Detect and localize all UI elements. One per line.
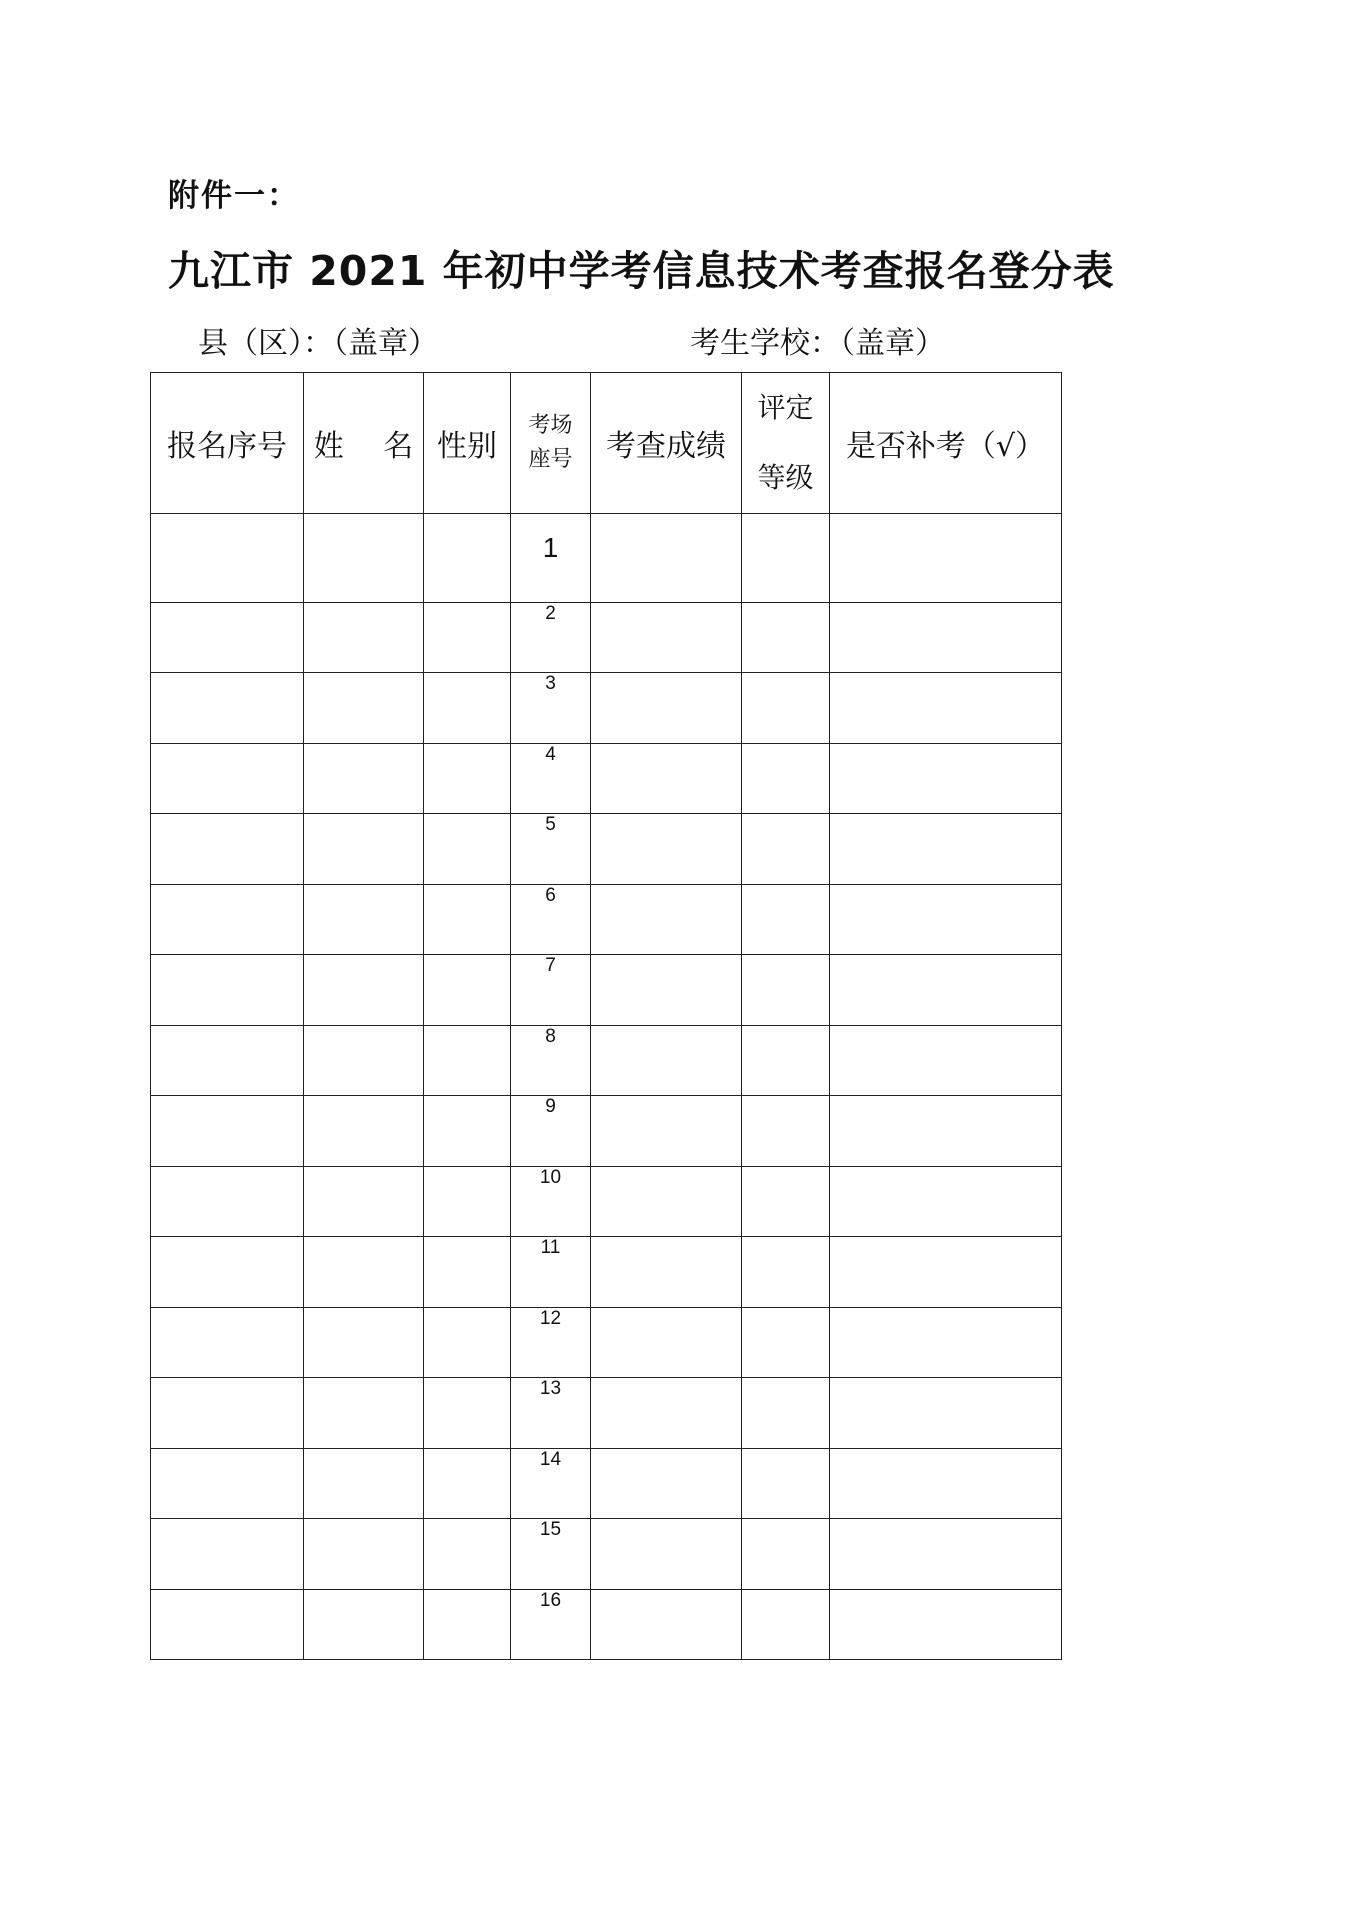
grade-cell[interactable] xyxy=(742,1166,830,1237)
grade-cell[interactable] xyxy=(742,1025,830,1096)
makeup-cell[interactable] xyxy=(830,1096,1062,1167)
table-row xyxy=(151,1025,1062,1096)
seat-cell: 7 xyxy=(511,955,591,1026)
table-row xyxy=(151,673,1062,744)
registration-table xyxy=(150,372,1062,1660)
table-body xyxy=(151,514,1062,1660)
makeup-cell[interactable] xyxy=(830,955,1062,1026)
reg-no-cell[interactable] xyxy=(151,1589,304,1660)
makeup-cell[interactable] xyxy=(830,602,1062,673)
makeup-cell[interactable] xyxy=(830,1519,1062,1590)
grade-cell[interactable] xyxy=(742,743,830,814)
seat-cell: 1 xyxy=(511,514,591,603)
name-cell[interactable] xyxy=(304,514,424,603)
name-cell[interactable] xyxy=(304,1378,424,1449)
county-stamp-label: 县（区）：（盖章） xyxy=(198,326,438,361)
score-cell[interactable] xyxy=(591,814,742,885)
seat-cell: 14 xyxy=(511,1448,591,1519)
gender-cell[interactable] xyxy=(424,1166,511,1237)
name-cell[interactable] xyxy=(304,743,424,814)
name-cell[interactable] xyxy=(304,673,424,744)
header-gender: 性别 xyxy=(424,373,511,514)
header-grade xyxy=(742,373,830,514)
makeup-cell[interactable] xyxy=(830,1378,1062,1449)
grade-cell[interactable] xyxy=(742,1448,830,1519)
grade-cell[interactable] xyxy=(742,814,830,885)
seat-cell: 16 xyxy=(511,1589,591,1660)
name-cell[interactable] xyxy=(304,814,424,885)
score-cell[interactable] xyxy=(591,1025,742,1096)
reg-no-cell[interactable] xyxy=(151,1025,304,1096)
seat-cell: 13 xyxy=(511,1378,591,1449)
name-cell[interactable] xyxy=(304,1096,424,1167)
table-header-row xyxy=(151,373,1062,514)
grade-cell[interactable] xyxy=(742,602,830,673)
reg-no-cell[interactable] xyxy=(151,1519,304,1590)
name-cell[interactable] xyxy=(304,1519,424,1590)
grade-cell[interactable] xyxy=(742,673,830,744)
header-seat-line2: 座号 xyxy=(528,447,573,472)
gender-cell[interactable] xyxy=(424,884,511,955)
seat-cell: 6 xyxy=(511,884,591,955)
gender-cell[interactable] xyxy=(424,1237,511,1308)
header-name: 姓 名 xyxy=(304,373,424,514)
score-cell[interactable] xyxy=(591,1166,742,1237)
seat-cell: 15 xyxy=(511,1519,591,1590)
gender-cell[interactable] xyxy=(424,1378,511,1449)
grade-cell[interactable] xyxy=(742,1589,830,1660)
score-cell[interactable] xyxy=(591,1519,742,1590)
table-row xyxy=(151,1166,1062,1237)
table-row xyxy=(151,1237,1062,1308)
header-seat xyxy=(511,373,591,514)
reg-no-cell[interactable] xyxy=(151,514,304,603)
document-title: 九江市 2021 年初中学考信息技术考查报名登分表 xyxy=(168,247,1115,295)
gender-cell[interactable] xyxy=(424,814,511,885)
makeup-cell[interactable] xyxy=(830,1166,1062,1237)
name-cell[interactable] xyxy=(304,884,424,955)
reg-no-cell[interactable] xyxy=(151,1378,304,1449)
table-row xyxy=(151,814,1062,885)
score-cell[interactable] xyxy=(591,1448,742,1519)
gender-cell[interactable] xyxy=(424,1307,511,1378)
makeup-cell[interactable] xyxy=(830,673,1062,744)
seat-cell: 5 xyxy=(511,814,591,885)
grade-cell[interactable] xyxy=(742,1519,830,1590)
gender-cell[interactable] xyxy=(424,1096,511,1167)
makeup-cell[interactable] xyxy=(830,1307,1062,1378)
makeup-cell[interactable] xyxy=(830,743,1062,814)
seat-cell: 11 xyxy=(511,1237,591,1308)
table-row xyxy=(151,884,1062,955)
table-row xyxy=(151,955,1062,1026)
seat-cell: 3 xyxy=(511,673,591,744)
name-cell[interactable] xyxy=(304,955,424,1026)
table-row xyxy=(151,1096,1062,1167)
school-stamp-label: 考生学校：（盖章） xyxy=(690,326,945,361)
seat-cell: 4 xyxy=(511,743,591,814)
makeup-cell[interactable] xyxy=(830,884,1062,955)
reg-no-cell[interactable] xyxy=(151,1307,304,1378)
seat-cell: 2 xyxy=(511,602,591,673)
name-cell[interactable] xyxy=(304,1166,424,1237)
gender-cell[interactable] xyxy=(424,955,511,1026)
grade-cell[interactable] xyxy=(742,1096,830,1167)
score-cell[interactable] xyxy=(591,602,742,673)
reg-no-cell[interactable] xyxy=(151,743,304,814)
score-cell[interactable] xyxy=(591,673,742,744)
name-cell[interactable] xyxy=(304,1237,424,1308)
makeup-cell[interactable] xyxy=(830,1237,1062,1308)
reg-no-cell[interactable] xyxy=(151,1237,304,1308)
header-grade-line1: 评定 xyxy=(757,391,814,424)
name-cell[interactable] xyxy=(304,602,424,673)
grade-cell[interactable] xyxy=(742,514,830,603)
gender-cell[interactable] xyxy=(424,602,511,673)
reg-no-cell[interactable] xyxy=(151,1096,304,1167)
reg-no-cell[interactable] xyxy=(151,602,304,673)
reg-no-cell[interactable] xyxy=(151,814,304,885)
reg-no-cell[interactable] xyxy=(151,673,304,744)
header-makeup: 是否补考（√） xyxy=(830,373,1062,514)
score-cell[interactable] xyxy=(591,884,742,955)
gender-cell[interactable] xyxy=(424,514,511,603)
attachment-label: 附件一： xyxy=(168,178,300,214)
table-row xyxy=(151,1378,1062,1449)
table-row xyxy=(151,1589,1062,1660)
gender-cell[interactable] xyxy=(424,673,511,744)
score-cell[interactable] xyxy=(591,1096,742,1167)
gender-cell[interactable] xyxy=(424,743,511,814)
table-row xyxy=(151,1307,1062,1378)
header-reg-no: 报名序号 xyxy=(151,373,304,514)
seat-cell: 9 xyxy=(511,1096,591,1167)
grade-cell[interactable] xyxy=(742,884,830,955)
gender-cell[interactable] xyxy=(424,1589,511,1660)
grade-cell[interactable] xyxy=(742,1307,830,1378)
grade-cell[interactable] xyxy=(742,955,830,1026)
name-cell[interactable] xyxy=(304,1589,424,1660)
seat-cell: 12 xyxy=(511,1307,591,1378)
score-cell[interactable] xyxy=(591,1378,742,1449)
header-score: 考查成绩 xyxy=(591,373,742,514)
makeup-cell[interactable] xyxy=(830,1448,1062,1519)
score-cell[interactable] xyxy=(591,1307,742,1378)
gender-cell[interactable] xyxy=(424,1448,511,1519)
gender-cell[interactable] xyxy=(424,1519,511,1590)
reg-no-cell[interactable] xyxy=(151,884,304,955)
makeup-cell[interactable] xyxy=(830,1589,1062,1660)
name-cell[interactable] xyxy=(304,1025,424,1096)
reg-no-cell[interactable] xyxy=(151,1166,304,1237)
makeup-cell[interactable] xyxy=(830,1025,1062,1096)
reg-no-cell[interactable] xyxy=(151,1448,304,1519)
score-cell[interactable] xyxy=(591,955,742,1026)
seat-cell: 10 xyxy=(511,1166,591,1237)
reg-no-cell[interactable] xyxy=(151,955,304,1026)
grade-cell[interactable] xyxy=(742,1237,830,1308)
grade-cell[interactable] xyxy=(742,1378,830,1449)
header-grade-line2: 等级 xyxy=(757,461,814,494)
score-cell[interactable] xyxy=(591,514,742,603)
score-cell[interactable] xyxy=(591,1237,742,1308)
table-row xyxy=(151,602,1062,673)
seat-cell: 8 xyxy=(511,1025,591,1096)
header-seat-line1: 考场 xyxy=(528,413,573,438)
score-cell[interactable] xyxy=(591,743,742,814)
table-row xyxy=(151,743,1062,814)
name-cell[interactable] xyxy=(304,1448,424,1519)
table-row xyxy=(151,1519,1062,1590)
table-row xyxy=(151,1448,1062,1519)
name-cell[interactable] xyxy=(304,1307,424,1378)
score-cell[interactable] xyxy=(591,1589,742,1660)
gender-cell[interactable] xyxy=(424,1025,511,1096)
table-row xyxy=(151,514,1062,603)
makeup-cell[interactable] xyxy=(830,814,1062,885)
makeup-cell[interactable] xyxy=(830,514,1062,603)
